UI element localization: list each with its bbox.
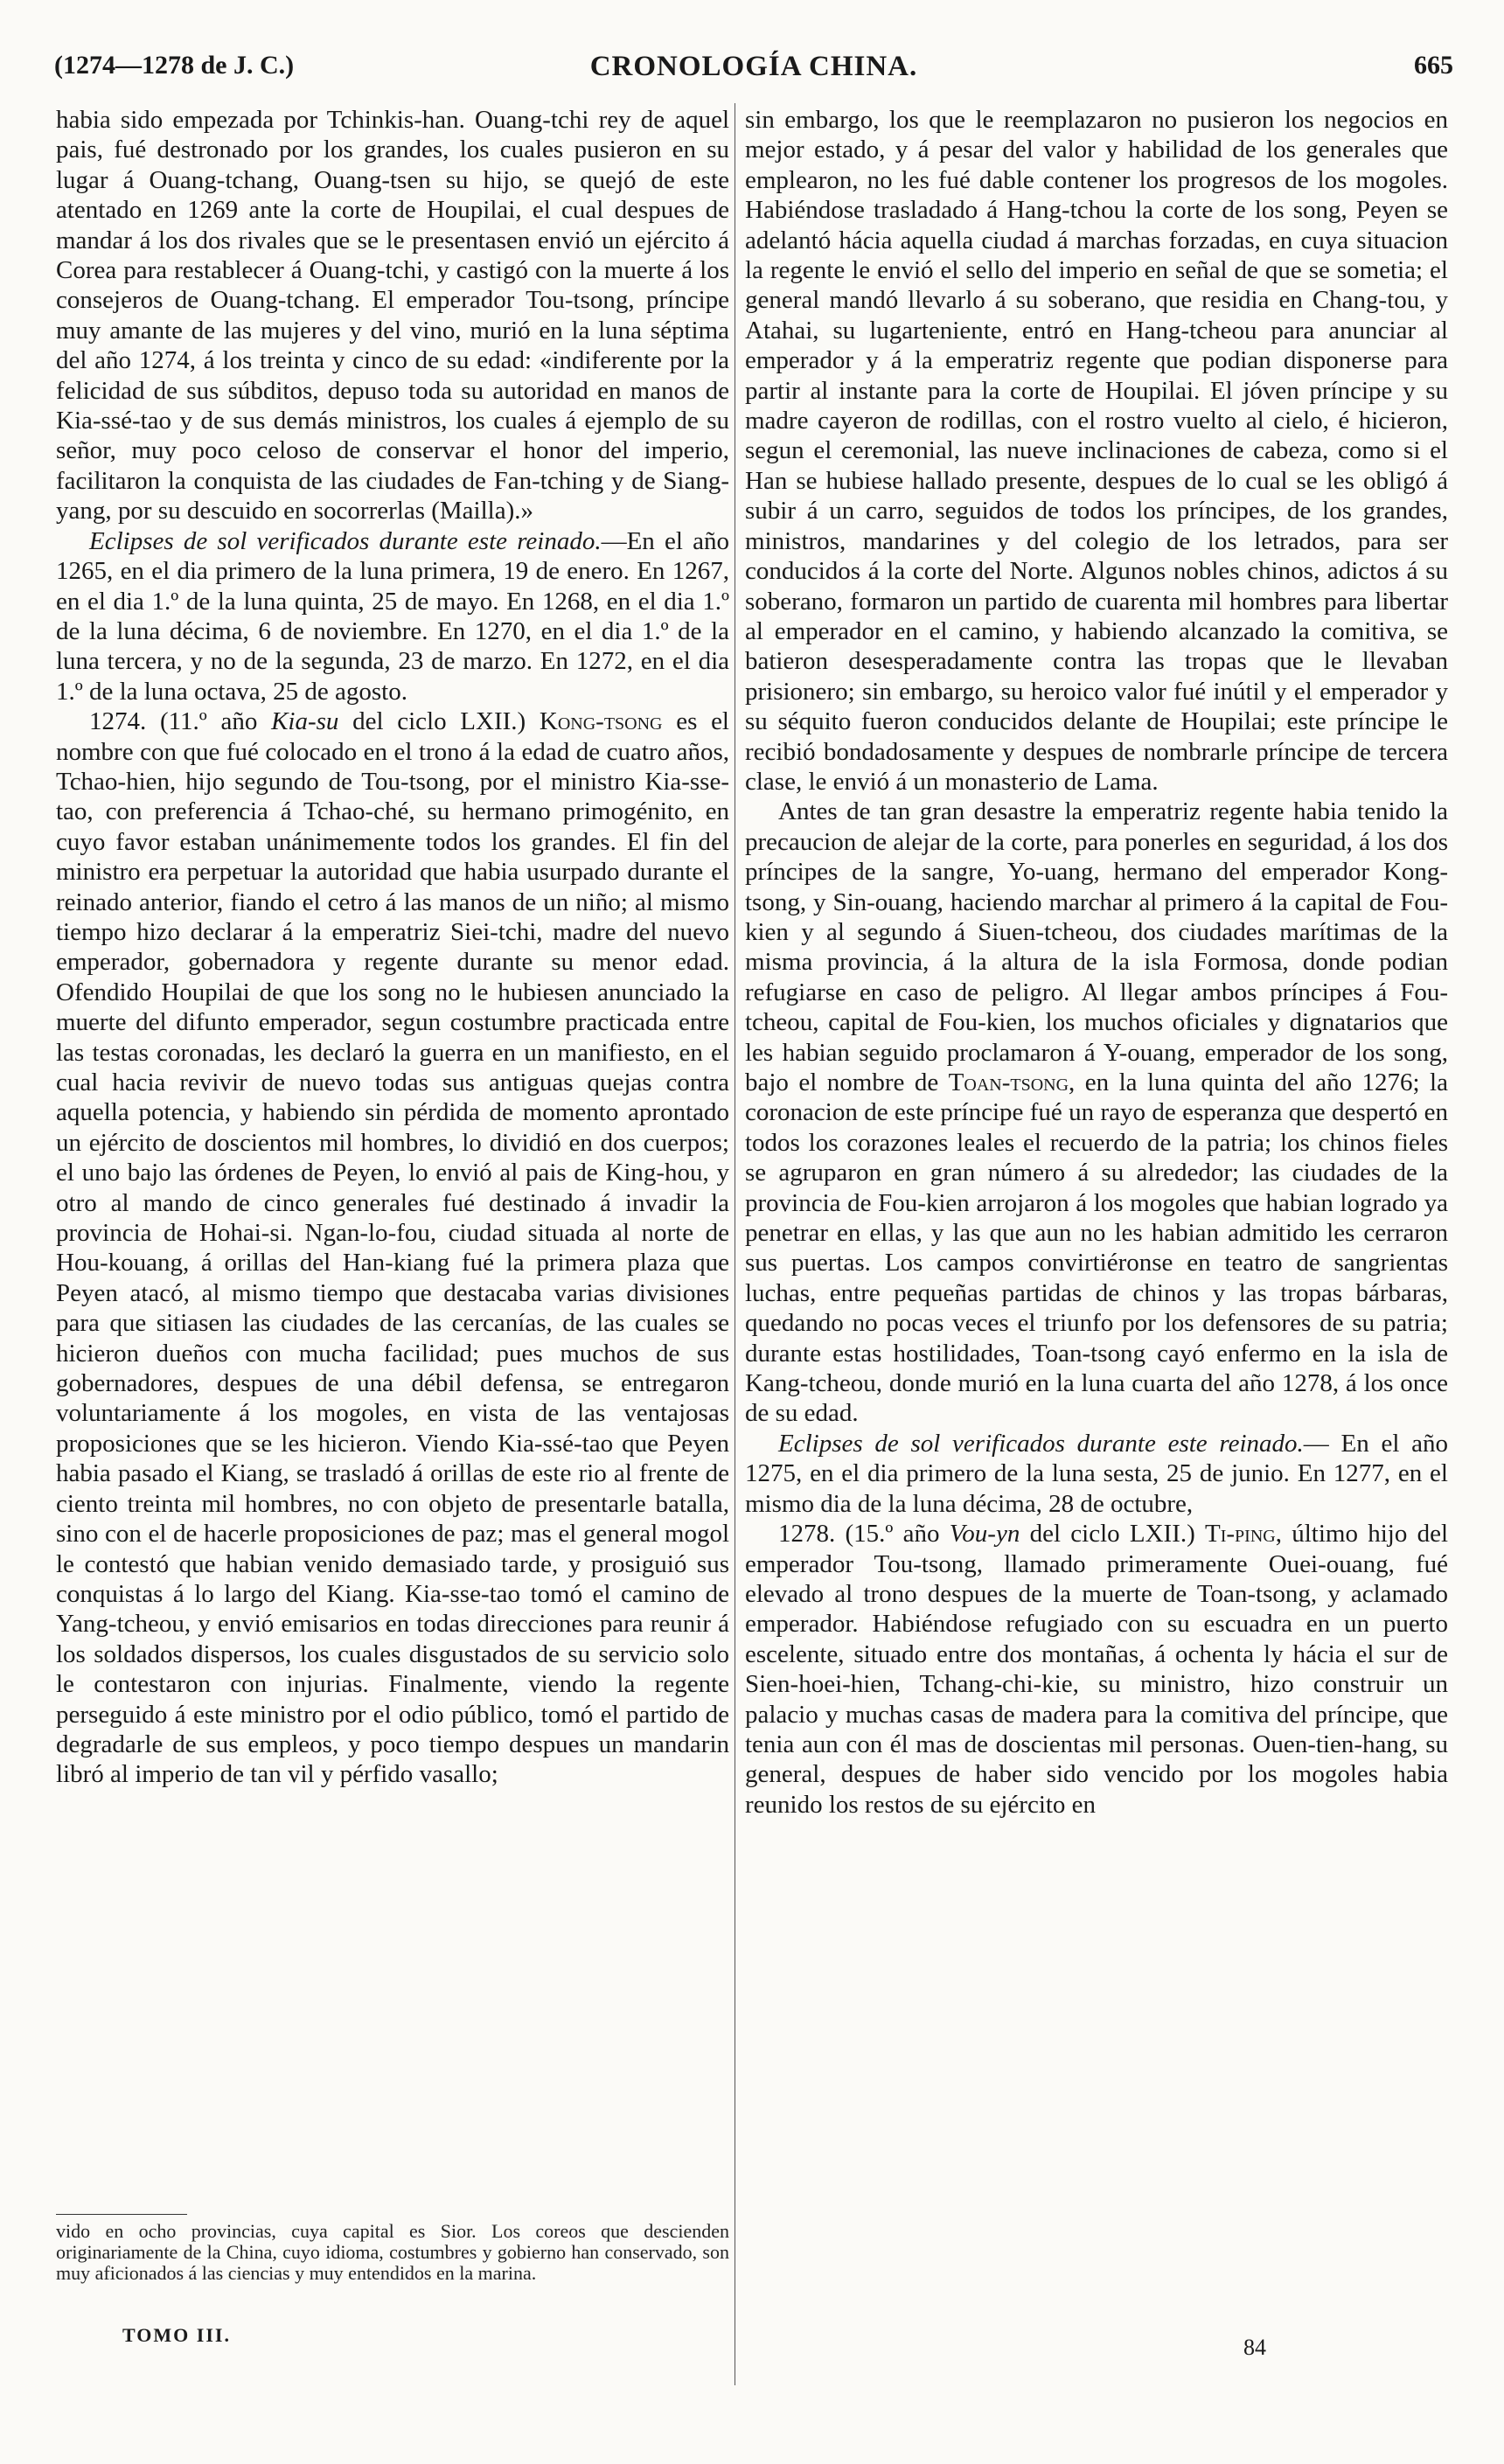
paragraph-korea: habia sido empezada por Tchinkis-han. Ouang-tchi rey de aquel pais, fué destronado por los grandes, los cuales pusieron en su lugar á Ouang-tchang, Ouang-tsen su hijo, se quejó de este atentado en 1269 ante la corte de Houpilai, el cual despues de mandar á los dos rivales que se le presentasen envió un ejército á Corea para restablecer á Ouang-tchi, y castigó con la muerte á los consejeros de Ouang-tchang. El emperador Tou-tsong, príncipe muy amante de las mujeres y del vino, murió en la luna séptima del año 1274, á los treinta y cinco de su edad: «indiferente por la felicidad de sus súbditos, depuso toda su autoridad en manos de Kia-ssé-tao y de sus demás ministros, los cuales á ejemplo de su señor, muy poco celoso de conservar el honor del imperio, facilitaron la conquista de las ciudades de Fan-tching y de Siang-yang, por su descuido en socorrerlas (Mailla).» [56, 106, 729, 526]
page-number: 665 [1414, 51, 1453, 80]
paragraph-eclipses-2: Eclipses de sol verificados durante este reinado.— En el año 1275, en el dia primero de la luna sesta, 25 de junio. En 1277, en el mismo dia de la luna décima, 28 de octubre, [745, 1429, 1449, 1518]
paragraph-1278: 1278. (15.º año Vou-yn del ciclo LXII.) Ti-ping, último hijo del emperador Tou-tsong, llamado primeramente Ouei-ouang, fué elevado al trono despues de la muerte de Toan-tsong, y aclamado emperador. Habiéndose refugiado con su escuadra en un puerto escelente, situado entre dos montañas, á ochenta ly hácia el sur de Sien-hoei-hien, Tchang-chi-kie, su ministro, hizo construir un palacio y muchas casas de madera para la comitiva del príncipe, que tenia aun con él mas de doscientas mil personas. Ouen-tien-hang, su general, despues de haber sido vencido por los mogoles habia reunido los restos de su ejército en [745, 1520, 1448, 1819]
header-date-range: (1274—1278 de J. C.) [54, 51, 295, 80]
volume-label: TOMO III. [122, 2324, 231, 2346]
paragraph-toan-tsong: Antes de tan gran desastre la emperatriz regente habia tenido la precaucion de alejar de la corte, para ponerles en seguridad, á los dos príncipes de la sangre, Yo-uang, hermano del emperador Kong-tsong, y Sin-ouang, haciendo marchar al primero á la capital de Fou-kien y al segundo á Siuen-tcheou, dos ciudades marítimas de la misma provincia, á la altura de la isla Formosa, donde podian refugiarse en caso de peligro. Al llegar ambos príncipes á Fou-tcheou, capital de Fou-kien, los muchos oficiales y dignatarios que les habian seguido proclamaron á Y-ouang, emperador de los song, bajo el nombre de Toan-tsong, en la luna quinta del año 1276; la coronacion de este príncipe fué un rayo de esperanza que despertó en todos los corazones leales el recuerdo de la patria; los chinos fieles se agruparon en gran número á su alrededor; las ciudades de la provincia de Fou-kien arrojaron á los mogoles que habian logrado ya penetrar en ellas, y las que aun no les habian admitido les cerraron sus puertas. Los campos convirtiéronse en teatro de sangrientas luchas, entre pequeñas partidas de chinos y las tropas bárbaras, quedando no pocas veces el triunfo por los defensores de su patria; durante estas hostilidades, Toan-tsong cayó enfermo en la isla de Kang-tcheou, donde murió en la luna cuarta del año 1278, á los once de su edad. [745, 797, 1448, 1428]
right-column [745, 105, 1448, 1820]
left-column [56, 105, 729, 1790]
header-title: CRONOLOGÍA CHINA. [589, 51, 918, 82]
signature-mark: 84 [1243, 2335, 1266, 2360]
footnote: vido en ocho provincias, cuya capital es Sior. Los coreos que descienden originariamente de la China, cuyo idioma, costumbres y gobierno han conservado, son muy aficionados á las ciencias y muy entendidos en la marina. [56, 2220, 729, 2284]
footnote-rule [56, 2214, 187, 2215]
running-header [54, 51, 1453, 94]
paragraph-continuation: sin embargo, los que le reemplazaron no pusieron los negocios en mejor estado, y á pesar del valor y habilidad de los generales que emplearon, no les fué dable contener los progresos de los mogoles. Habiéndose trasladado á Hang-tchou la corte de los song, Peyen se adelantó hácia aquella ciudad á marchas forzadas, en cuya situacion la regente le envió el sello del imperio en señal de que se sometia; el general mandó llevarlo á su soberano, que residia en Chang-tou, y Atahai, su lugarteniente, entró en Hang-tcheou para anunciar al emperador y á la emperatriz regente que podian disponerse para partir al instante para la corte de Houpilai. El jóven príncipe y su madre cayeron de rodillas, con el rostro vuelto al cielo, é hicieron, segun el ceremonial, las nueve inclinaciones de cabeza, como si el Han se hubiese hallado presente, despues de lo cual se les obligó á subir á un carro, seguidos de todos los príncipes, de los grandes, ministros, mandarines y del colegio de los letrados, para ser conducidos á la corte del Norte. Algunos nobles chinos, adictos á su soberano, formaron un partido de cuarenta mil hombres para libertar al emperador en el camino, y habiendo alcanzado la comitiva, se batieron desesperadamente contra las tropas que le llevaban prisionero; sin embargo, su heroico valor fué inútil y el emperador y su séquito fueron conducidos delante de Houpilai; este príncipe le recibió bondadosamente y despues de nombrarle príncipe de tercera clase, le envió á un monasterio de Lama. [745, 106, 1448, 796]
paragraph-1274: 1274. (11.º año Kia-su del ciclo LXII.) Kong-tsong es el nombre con que fué colocado en el trono á la edad de cuatro años, Tchao-hien, hijo segundo de Tou-tsong, por el ministro Kia-sse-tao, con preferencia á Tchao-ché, su hermano primogénito, en cuyo favor estaban unánimemente todos los grandes. El fin del ministro era perpetuar la autoridad que habia usurpado durante el reinado anterior, fiando el cetro á las manos de un niño; al mismo tiempo hizo declarar á la emperatriz Siei-tchi, madre del nuevo emperador, gobernadora y regente durante su menor edad. Ofendido Houpilai de que los song no le hubiesen anunciado la muerte del difunto emperador, segun costumbre practicada entre las testas coronadas, les declaró la guerra en un manifiesto, en el cual hacia revivir de nuevo todas sus antiguas quejas contra aquella potencia, y habiendo sin pérdida de momento aprontado un ejército de doscientos mil hombres, lo dividió en dos cuerpos; el uno bajo las órdenes de Peyen, lo envió al pais de King-hou, y otro al mando de cinco generales fué destinado á invadir la provincia de Hohai-si. Ngan-lo-fou, ciudad situada al norte de Hou-kouang, á orillas del Han-kiang fué la primera plaza que Peyen atacó, al mismo tiempo que destacaba varias divisiones para que sitiasen las ciudades de las cercanías, de las cuales se hicieron dueños con mucha facilidad; pues muchos de sus gobernadores, despues de una débil defensa, se entregaron voluntariamente á los mogoles, en vista de las ventajosas proposiciones que se les hicieron. Viendo Kia-ssé-tao que Peyen habia pasado el Kiang, se trasladó á orillas de este rio al frente de ciento treinta mil hombres, no con objeto de presentarle batalla, sino con el de hacerle proposiciones de paz; mas el general mogol le contestó que habian venido demasiado tarde, y prosiguió sus conquistas á lo largo del Kiang. Kia-sse-tao tomó el camino de Yang-tcheou, y envió emisarios en todas direcciones para reunir á los soldados dispersos, los cuales disgustados de su servicio solo le contestaron con injurias. Finalmente, viendo la regente perseguido á este ministro por el odio público, tomó el partido de degradarle de sus empleos, y poco tiempo despues un mandarin libró al imperio de tan vil y pérfido vasallo; [56, 707, 729, 1789]
paragraph-eclipses-1: Eclipses de sol verificados durante este reinado.—En el año 1265, en el dia primero de la luna primera, 19 de enero. En 1267, en el dia 1.º de la luna quinta, 25 de mayo. En 1268, en el dia 1.º de la luna décima, 6 de noviembre. En 1270, en el dia 1.º de la luna tercera, y no de la segunda, 23 de marzo. En 1272, en el dia 1.º de la luna octava, 25 de agosto. [56, 526, 730, 706]
